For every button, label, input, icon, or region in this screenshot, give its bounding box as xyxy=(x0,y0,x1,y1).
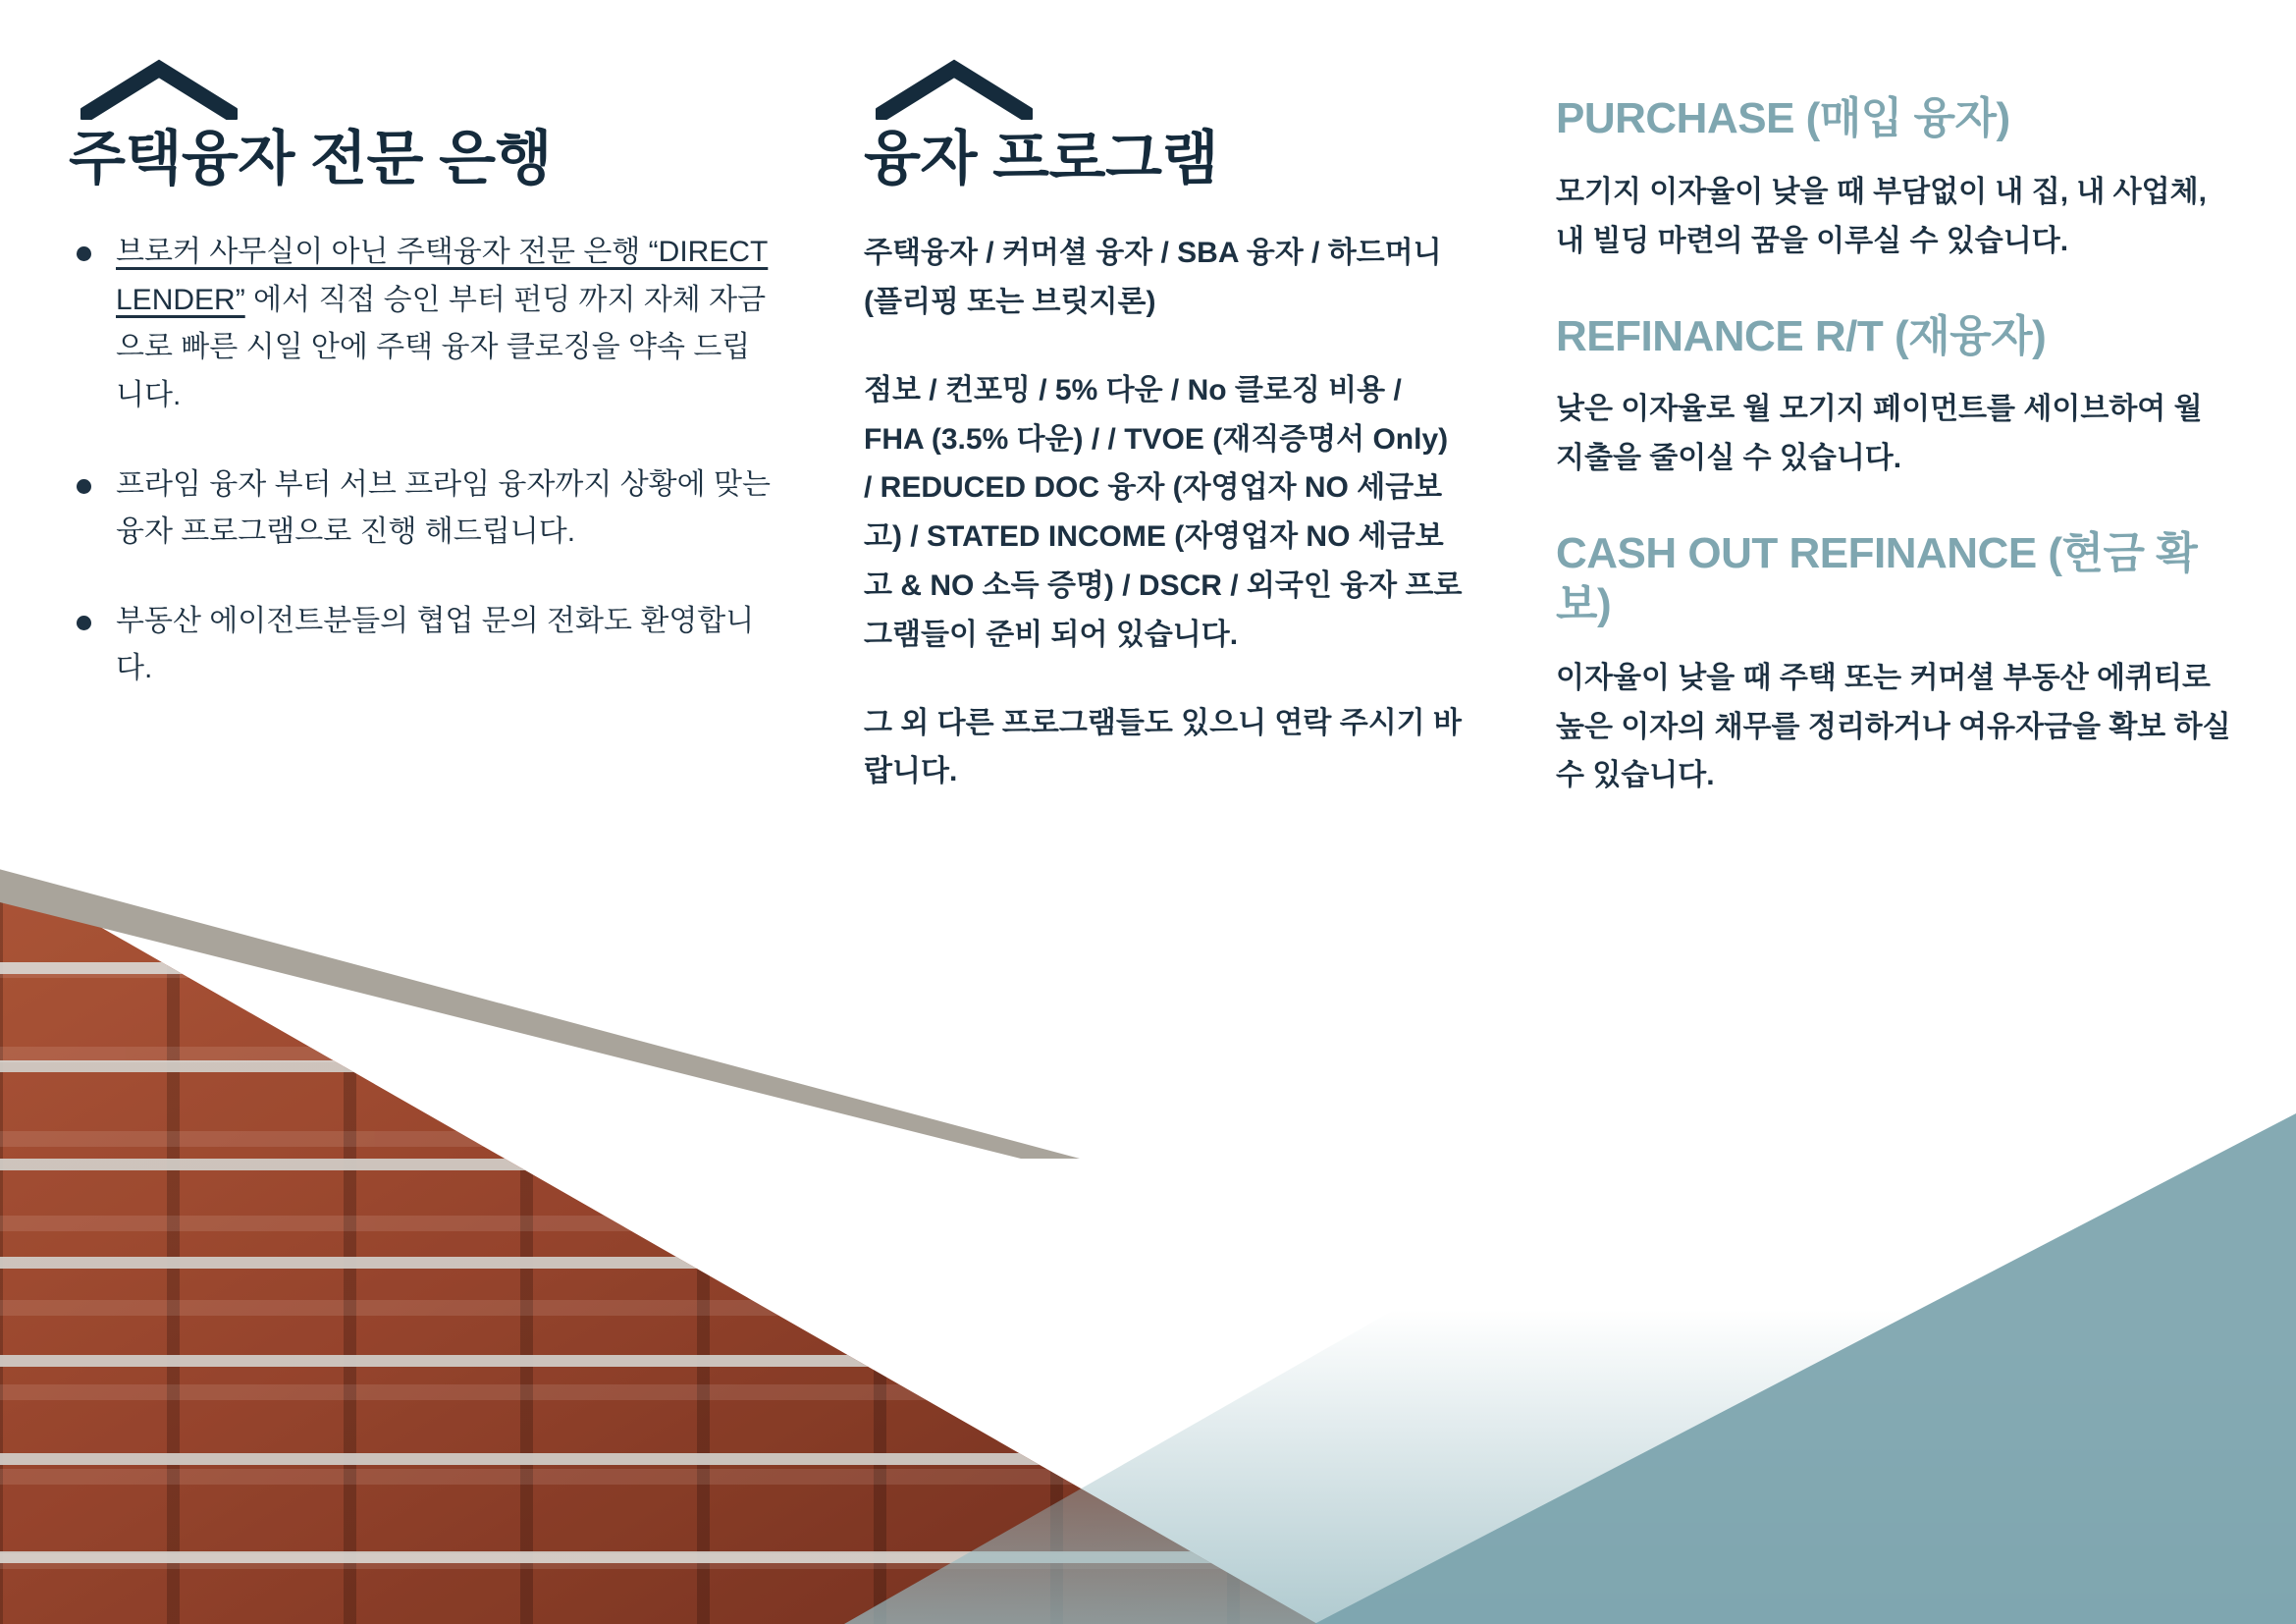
list-item xyxy=(69,598,775,693)
page-title-middle: 융자 프로그램 xyxy=(864,126,1218,191)
section-loan-programs xyxy=(864,59,1463,836)
bullet-2-text: 프라임 융자 부터 서브 프라임 융자까지 상황에 맞는 융자 프로그램으로 진행 해드립니다. xyxy=(116,467,771,549)
bullet-3-text: 부동산 에이전트분들의 협업 문의 전화도 환영합니다. xyxy=(116,604,755,685)
chevron-up-icon xyxy=(80,59,238,120)
program-paragraph-1: 주택융자 / 커머셜 융자 / SBA 융자 / 하드머니 (플리핑 또는 브릿지론) xyxy=(864,237,1442,318)
heading-cash-out-refinance: CASH OUT REFINANCE (현금 확보) xyxy=(1556,529,2198,628)
program-paragraph-2: 점보 / 컨포밍 / 5% 다운 / No 클로징 비용 / FHA (3.5% 다운) / / TVOE (재직증명서 Only) / REDUCED DOC 융자 (자영업자 NO 세금보고) / STATED INCOME (자영업자 NO 세금보고 & NO 소득 증명) / DSCR / 외국인 융자 프로그램들이 준비 되어 있습니다. xyxy=(864,373,1463,651)
heading-refinance-rt: REFINANCE R/T (재융자) xyxy=(1556,311,2047,360)
bullet-1-underlined: 브로커 사무실이 아닌 주택융자 전문 은행 “DIRECT LENDER” xyxy=(116,236,769,316)
heading-purchase: PURCHASE (매입 융자) xyxy=(1556,94,2010,142)
block-purchase xyxy=(1556,93,2233,266)
section-loan-types xyxy=(1556,93,2233,845)
section-direct-lender xyxy=(69,59,775,734)
body-purchase: 모기지 이자율이 낮을 때 부담없이 내 집, 내 사업체, 내 빌딩 마련의 꿈을 이루실 수 있습니다. xyxy=(1556,175,2207,257)
block-refinance-rt xyxy=(1556,311,2233,484)
left-bullet-list xyxy=(69,229,775,693)
chevron-up-icon xyxy=(876,59,1033,120)
list-item xyxy=(69,229,775,419)
body-cash-out-refinance: 이자율이 낮을 때 주택 또는 커머셜 부동산 에퀴티로 높은 이자의 채무를 정리하거나 여유자금을 확보 하실 수 있습니다. xyxy=(1556,661,2231,792)
program-paragraph-3: 그 외 다른 프로그램들도 있으니 연락 주시기 바랍니다. xyxy=(864,706,1462,788)
bullet-1-rest: 에서 직접 승인 부터 펀딩 까지 자체 자금으로 빠른 시일 안에 주택 융자 클로징을 약속 드립니다. xyxy=(116,283,767,411)
page-title-left: 주택융자 전문 은행 xyxy=(69,126,553,191)
list-item xyxy=(69,461,775,557)
body-refinance-rt: 낮은 이자율로 월 모기지 페이먼트를 세이브하여 월 지출을 줄이실 수 있습니다. xyxy=(1556,393,2203,475)
block-cash-out-refinance xyxy=(1556,528,2233,800)
